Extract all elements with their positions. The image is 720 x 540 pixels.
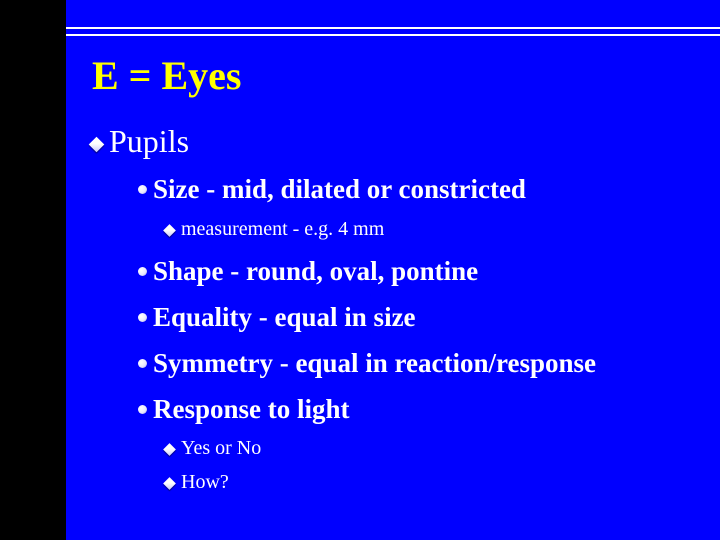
diamond-bullet-icon xyxy=(90,138,103,151)
dot-bullet-icon xyxy=(138,185,147,194)
bullet-text: Yes or No xyxy=(181,437,262,459)
top-rule-2 xyxy=(66,34,720,36)
top-rule-1 xyxy=(66,27,720,29)
bullet-text: Response to light xyxy=(153,394,350,424)
bullet-item-shape xyxy=(138,256,478,287)
bullet-item-response xyxy=(138,394,350,425)
dot-bullet-icon xyxy=(138,405,147,414)
diamond-bullet-icon xyxy=(164,478,175,489)
dot-bullet-icon xyxy=(138,359,147,368)
bullet-text: Shape - round, oval, pontine xyxy=(153,256,479,286)
bullet-text: Size - mid, dilated or constricted xyxy=(153,174,526,204)
diamond-bullet-icon xyxy=(164,225,175,236)
bullet-text: measurement - e.g. 4 mm xyxy=(181,218,385,240)
bullet-item-equality xyxy=(138,302,416,333)
dot-bullet-icon xyxy=(138,313,147,322)
bullet-item-how xyxy=(164,471,229,494)
left-accent-bar xyxy=(0,0,66,540)
dot-bullet-icon xyxy=(138,267,147,276)
bullet-item-pupils xyxy=(90,123,189,160)
bullet-item-size xyxy=(138,174,526,205)
diamond-bullet-icon xyxy=(164,444,175,455)
bullet-text: Equality - equal in size xyxy=(153,302,416,332)
bullet-item-measurement xyxy=(164,218,384,241)
bullet-item-yes-no xyxy=(164,437,261,460)
bullet-text: How? xyxy=(181,471,229,493)
bullet-item-symmetry xyxy=(138,348,596,379)
slide-title: E = Eyes xyxy=(92,53,242,98)
bullet-text: Symmetry - equal in reaction/response xyxy=(153,348,596,378)
bullet-text: Pupils xyxy=(109,123,190,159)
